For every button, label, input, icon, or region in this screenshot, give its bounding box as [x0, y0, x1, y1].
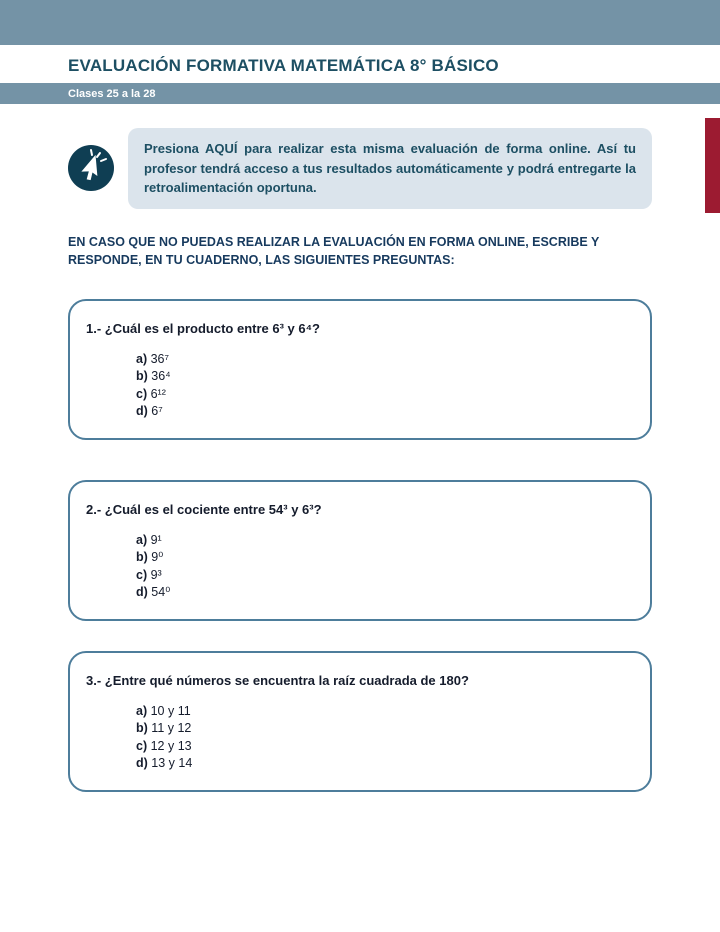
option-label: b)	[136, 369, 148, 384]
option-value: 12 y 13	[150, 738, 192, 753]
option-label: d)	[136, 404, 148, 419]
header-subtitle-band	[0, 83, 720, 104]
option-c	[136, 738, 632, 756]
page-title: EVALUACIÓN FORMATIVA MATEMÁTICA 8° BÁSICO	[68, 56, 499, 75]
callout-text-after: para realizar esta misma evaluación de forma online. Así tu profesor tendrá acceso a tus resultados automáticamente y podrá entregarte la retroalimentación oportuna.	[144, 141, 636, 195]
option-c	[136, 567, 632, 585]
option-d	[136, 584, 632, 602]
callout-text-before: Presiona	[144, 141, 199, 156]
option-label: d)	[136, 756, 148, 771]
option-d	[136, 403, 632, 421]
option-label: a)	[136, 703, 148, 718]
option-a	[136, 351, 632, 369]
options-list	[136, 532, 632, 602]
option-label: d)	[136, 585, 148, 600]
question-box-1	[68, 299, 652, 440]
header-band	[0, 0, 720, 45]
option-b	[136, 720, 632, 738]
callout-text	[144, 139, 636, 198]
option-label: b)	[136, 721, 148, 736]
option-b	[136, 368, 632, 386]
option-value: 9¹	[150, 532, 162, 547]
online-callout	[68, 128, 652, 209]
option-c	[136, 386, 632, 404]
option-value: 6¹²	[150, 386, 166, 401]
option-value: 54⁰	[151, 585, 171, 600]
option-value: 10 y 11	[150, 703, 191, 718]
option-label: a)	[136, 351, 148, 366]
page-header	[0, 0, 720, 104]
online-evaluation-link[interactable]: AQUÍ	[205, 141, 238, 156]
option-value: 36⁷	[150, 351, 170, 366]
option-label: c)	[136, 567, 148, 582]
option-label: a)	[136, 532, 148, 547]
header-subtitle: Clases 25 a la 28	[68, 87, 156, 100]
question-box-2	[68, 480, 652, 621]
option-label: b)	[136, 550, 148, 565]
title-row	[0, 45, 720, 83]
red-bookmark-bar	[705, 118, 720, 213]
question-prompt: 3.- ¿Entre qué números se encuentra la raíz cuadrada de 180?	[86, 672, 469, 688]
question-prompt: 1.- ¿Cuál es el producto entre 6³ y 6⁴?	[86, 320, 320, 336]
options-list	[136, 703, 632, 773]
option-value: 9³	[150, 567, 162, 582]
option-a	[136, 532, 632, 550]
option-d	[136, 755, 632, 773]
options-list	[136, 351, 632, 421]
option-value: 9⁰	[151, 550, 164, 565]
option-value: 36⁴	[151, 369, 171, 384]
option-a	[136, 703, 632, 721]
question-box-3	[68, 651, 652, 792]
option-value: 13 y 14	[151, 756, 193, 771]
option-label: c)	[136, 386, 148, 401]
option-label: c)	[136, 738, 148, 753]
option-value: 6⁷	[151, 404, 163, 419]
callout-box	[128, 128, 652, 209]
offline-instructions: EN CASO QUE NO PUEDAS REALIZAR LA EVALUACIÓN EN FORMA ONLINE, ESCRIBE Y RESPONDE, EN TU CUADERNO, LAS SIGUIENTES PREGUNTAS:	[68, 234, 600, 267]
question-prompt: 2.- ¿Cuál es el cociente entre 54³ y 6³?	[86, 501, 322, 517]
option-b	[136, 549, 632, 567]
click-cursor-icon	[68, 145, 114, 191]
option-value: 11 y 12	[151, 721, 192, 736]
